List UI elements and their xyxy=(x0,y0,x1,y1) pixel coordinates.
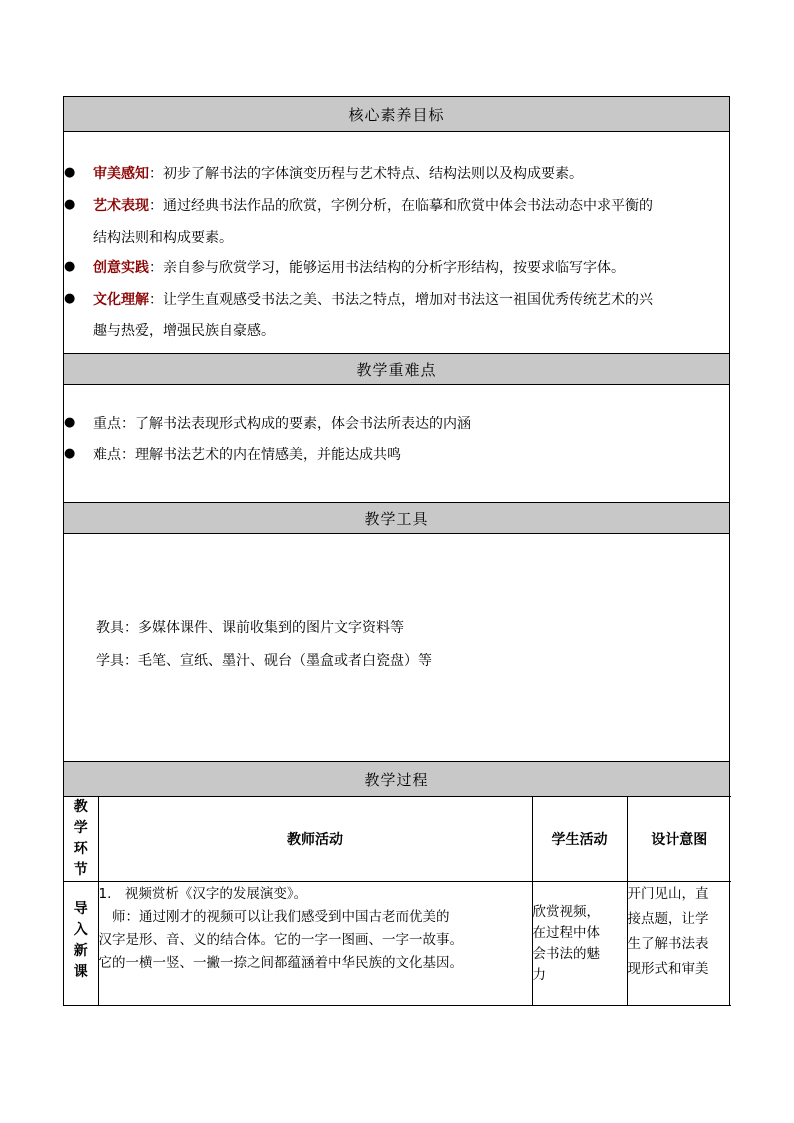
section-header-core-goals: 核心素养目标 xyxy=(64,97,729,132)
core-goals-block xyxy=(64,132,729,354)
goal-item-2: 艺术表现：通过经典书法作品的欣赏，字例分析，在临摹和欣赏中体会书法动态中求平衡的 xyxy=(93,198,653,214)
teacher-activity-header: 教师活动 xyxy=(98,797,532,882)
student-activity-cell: 欣赏视频， 在过程中体 会书法的魅 力 xyxy=(532,882,627,1006)
student-tools-line: 学具：毛笔、宣纸、墨汁、砚台（墨盒或者白瓷盘）等 xyxy=(96,653,432,669)
teacher-tools-line: 教具：多媒体课件、课前收集到的图片文字资料等 xyxy=(96,620,404,636)
goal-item-1: 审美感知：初步了解书法的字体演变历程与艺术特点、结构法则以及构成要素。 xyxy=(93,166,583,182)
section-header-key-points: 教学重难点 xyxy=(64,354,729,385)
key-point-item: 重点：了解书法表现形式构成的要素，体会书法所表达的内涵 xyxy=(93,416,471,432)
difficult-point-item: 难点：理解书法艺术的内在情感美，并能达成共鸣 xyxy=(93,447,401,463)
teaching-process-table xyxy=(64,796,731,1006)
goal-item-2-cont: 结构法则和构成要素。 xyxy=(93,230,233,246)
key-points-block xyxy=(64,385,729,503)
stage-cell: 导 入 新 课 xyxy=(64,882,98,1006)
lesson-plan-document xyxy=(63,96,730,1006)
bullet-icon: ● xyxy=(64,415,76,430)
table-row xyxy=(64,882,731,1006)
bullet-icon: ● xyxy=(64,259,76,274)
student-activity-header: 学生活动 xyxy=(532,797,627,882)
design-intent-header: 设计意图 xyxy=(627,797,731,882)
section-header-teaching-process: 教学过程 xyxy=(64,762,729,796)
goal-item-3: 创意实践：亲自参与欣赏学习，能够运用书法结构的分析字形结构，按要求临写字体。 xyxy=(93,260,625,276)
section-header-teaching-tools: 教学工具 xyxy=(64,503,729,534)
bullet-icon: ● xyxy=(64,165,76,180)
bullet-icon: ● xyxy=(64,446,76,461)
table-header-row xyxy=(64,797,731,882)
goal-item-4-cont: 趣与热爱，增强民族自豪感。 xyxy=(93,323,275,339)
stage-header: 教 学 环 节 xyxy=(64,797,98,882)
goal-item-4: 文化理解：让学生直观感受书法之美、书法之特点，增加对书法这一祖国优秀传统艺术的兴 xyxy=(93,292,653,308)
design-intent-cell: 开门见山，直 接点题，让学 生了解书法表 现形式和审美 xyxy=(627,882,731,1006)
bullet-icon: ● xyxy=(64,197,76,212)
teacher-activity-cell: 1. 视频赏析《汉字的发展演变》。 师：通过刚才的视频可以让我们感受到中国古老而优美的 汉字是形、音、义的结合体。它的一字一图画、一字一故事。 它的一横一竖、一撇一捺之间都蕴涵着中华民族的文化基因。 xyxy=(98,882,532,1006)
bullet-icon: ● xyxy=(64,291,76,306)
teaching-tools-block xyxy=(64,534,729,762)
